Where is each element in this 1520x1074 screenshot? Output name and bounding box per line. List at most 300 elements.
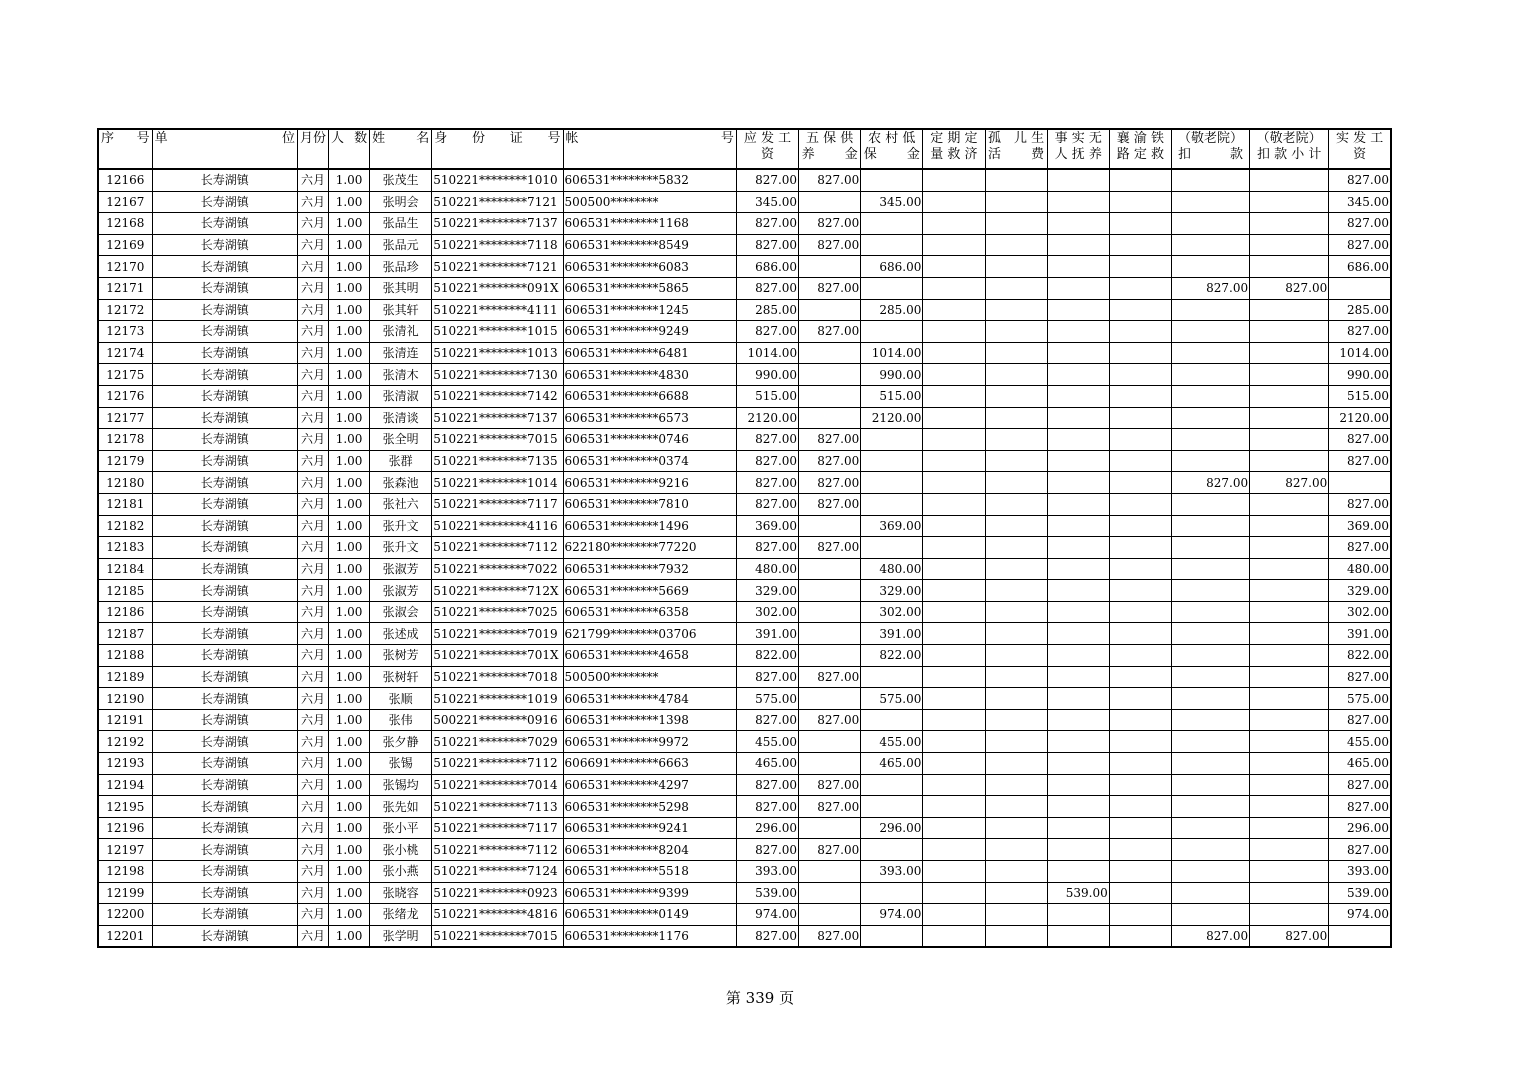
cell-c4	[923, 234, 985, 256]
cell-c2: 827.00	[799, 277, 861, 299]
cell-c6	[1047, 904, 1109, 926]
cell-c7	[1109, 234, 1171, 256]
cell-c6	[1047, 429, 1109, 451]
cell-c2	[799, 407, 861, 429]
cell-count: 1.00	[329, 191, 370, 213]
cell-seq: 12182	[98, 515, 152, 537]
cell-account: 606531********4784	[563, 688, 736, 710]
cell-c5	[985, 882, 1047, 904]
cell-seq: 12190	[98, 688, 152, 710]
table-row	[98, 342, 1391, 364]
cell-seq: 12174	[98, 342, 152, 364]
cell-c9	[1250, 493, 1329, 515]
cell-c2: 827.00	[799, 472, 861, 494]
cell-c6	[1047, 796, 1109, 818]
cell-id: 510221********7112	[432, 839, 563, 861]
cell-month: 六月	[297, 321, 328, 343]
cell-c8	[1171, 753, 1249, 775]
cell-count: 1.00	[329, 537, 370, 559]
cell-seq: 12197	[98, 839, 152, 861]
cell-name: 张其轩	[370, 299, 432, 321]
cell-account: 606531********9399	[563, 882, 736, 904]
cell-unit: 长寿湖镇	[152, 839, 297, 861]
cell-c9: 827.00	[1250, 277, 1329, 299]
cell-c5	[985, 580, 1047, 602]
cell-count: 1.00	[329, 861, 370, 883]
cell-month: 六月	[297, 774, 328, 796]
cell-c6	[1047, 299, 1109, 321]
cell-c2	[799, 256, 861, 278]
cell-count: 1.00	[329, 256, 370, 278]
table-row	[98, 558, 1391, 580]
cell-c6	[1047, 753, 1109, 775]
cell-month: 六月	[297, 213, 328, 235]
cell-name: 张小桃	[370, 839, 432, 861]
cell-id: 510221********7135	[432, 450, 563, 472]
cell-c2	[799, 558, 861, 580]
cell-name: 张淑芳	[370, 580, 432, 602]
table-row	[98, 925, 1391, 947]
cell-name: 张明会	[370, 191, 432, 213]
cell-seq: 12171	[98, 277, 152, 299]
cell-month: 六月	[297, 645, 328, 667]
cell-c5	[985, 191, 1047, 213]
cell-c6	[1047, 493, 1109, 515]
cell-seq: 12188	[98, 645, 152, 667]
cell-c8	[1171, 774, 1249, 796]
cell-c10: 686.00	[1329, 256, 1391, 278]
cell-c6	[1047, 558, 1109, 580]
cell-month: 六月	[297, 450, 328, 472]
cell-unit: 长寿湖镇	[152, 558, 297, 580]
cell-c4	[923, 774, 985, 796]
cell-account: 606531********5298	[563, 796, 736, 818]
cell-c7	[1109, 364, 1171, 386]
cell-c2: 827.00	[799, 925, 861, 947]
cell-c1: 827.00	[736, 774, 798, 796]
cell-c4	[923, 493, 985, 515]
cell-c6	[1047, 277, 1109, 299]
header-unsupported: 事 实 无 人 抚 养	[1047, 129, 1109, 169]
cell-c2	[799, 515, 861, 537]
cell-c1: 2120.00	[736, 407, 798, 429]
cell-c3: 974.00	[861, 904, 923, 926]
cell-c6	[1047, 817, 1109, 839]
cell-c5	[985, 925, 1047, 947]
cell-id: 510221********7019	[432, 623, 563, 645]
cell-seq: 12183	[98, 537, 152, 559]
cell-unit: 长寿湖镇	[152, 882, 297, 904]
cell-c10	[1329, 277, 1391, 299]
cell-c3	[861, 169, 923, 191]
cell-account: 606531********4297	[563, 774, 736, 796]
cell-c6	[1047, 342, 1109, 364]
cell-unit: 长寿湖镇	[152, 774, 297, 796]
cell-month: 六月	[297, 407, 328, 429]
cell-c4	[923, 213, 985, 235]
cell-count: 1.00	[329, 321, 370, 343]
cell-c9	[1250, 407, 1329, 429]
cell-c3	[861, 429, 923, 451]
cell-account: 606531********8204	[563, 839, 736, 861]
cell-c10: 827.00	[1329, 321, 1391, 343]
cell-c4	[923, 839, 985, 861]
cell-account: 606531********4658	[563, 645, 736, 667]
cell-c10: 827.00	[1329, 774, 1391, 796]
cell-c8	[1171, 796, 1249, 818]
cell-c2: 827.00	[799, 234, 861, 256]
cell-c9	[1250, 169, 1329, 191]
cell-c8	[1171, 429, 1249, 451]
cell-unit: 长寿湖镇	[152, 256, 297, 278]
cell-c4	[923, 817, 985, 839]
cell-c9	[1250, 342, 1329, 364]
cell-c5	[985, 537, 1047, 559]
cell-c6	[1047, 601, 1109, 623]
cell-c2: 827.00	[799, 321, 861, 343]
cell-c3: 480.00	[861, 558, 923, 580]
cell-id: 510221********4111	[432, 299, 563, 321]
cell-c6	[1047, 321, 1109, 343]
cell-c2: 827.00	[799, 839, 861, 861]
header-nursing-deduction: （敬老院） 扣 款	[1171, 129, 1249, 169]
table-row	[98, 213, 1391, 235]
cell-id: 510221********4816	[432, 904, 563, 926]
cell-c9	[1250, 256, 1329, 278]
cell-c4	[923, 925, 985, 947]
cell-c6	[1047, 580, 1109, 602]
cell-c6	[1047, 774, 1109, 796]
cell-id: 510221********7112	[432, 537, 563, 559]
cell-c6	[1047, 385, 1109, 407]
cell-c1: 990.00	[736, 364, 798, 386]
cell-c10	[1329, 472, 1391, 494]
cell-c7	[1109, 450, 1171, 472]
cell-c5	[985, 429, 1047, 451]
cell-unit: 长寿湖镇	[152, 342, 297, 364]
cell-unit: 长寿湖镇	[152, 925, 297, 947]
cell-c9: 827.00	[1250, 925, 1329, 947]
cell-id: 510221********7142	[432, 385, 563, 407]
cell-c7	[1109, 429, 1171, 451]
cell-c1: 827.00	[736, 839, 798, 861]
cell-c8	[1171, 688, 1249, 710]
cell-c3: 1014.00	[861, 342, 923, 364]
cell-c3: 822.00	[861, 645, 923, 667]
cell-account: 606531********4830	[563, 364, 736, 386]
cell-c2: 827.00	[799, 169, 861, 191]
cell-c1: 465.00	[736, 753, 798, 775]
cell-c9	[1250, 364, 1329, 386]
cell-seq: 12170	[98, 256, 152, 278]
cell-c10: 827.00	[1329, 429, 1391, 451]
cell-account: 606531********6083	[563, 256, 736, 278]
cell-c4	[923, 580, 985, 602]
cell-c2: 827.00	[799, 429, 861, 451]
cell-c1: 974.00	[736, 904, 798, 926]
cell-c4	[923, 861, 985, 883]
cell-name: 张学明	[370, 925, 432, 947]
cell-c4	[923, 709, 985, 731]
cell-seq: 12175	[98, 364, 152, 386]
cell-c3	[861, 234, 923, 256]
cell-c3: 575.00	[861, 688, 923, 710]
cell-c5	[985, 472, 1047, 494]
cell-c1: 827.00	[736, 709, 798, 731]
cell-c1: 515.00	[736, 385, 798, 407]
cell-c4	[923, 364, 985, 386]
cell-c5	[985, 213, 1047, 235]
cell-c8	[1171, 385, 1249, 407]
cell-seq: 12172	[98, 299, 152, 321]
cell-month: 六月	[297, 558, 328, 580]
cell-c5	[985, 861, 1047, 883]
cell-c5	[985, 364, 1047, 386]
cell-name: 张升文	[370, 537, 432, 559]
cell-c7	[1109, 213, 1171, 235]
cell-c6	[1047, 364, 1109, 386]
cell-c8	[1171, 342, 1249, 364]
cell-c9	[1250, 861, 1329, 883]
cell-c3: 329.00	[861, 580, 923, 602]
cell-c10: 539.00	[1329, 882, 1391, 904]
table-row	[98, 904, 1391, 926]
cell-c7	[1109, 601, 1171, 623]
table-row	[98, 709, 1391, 731]
cell-c9	[1250, 537, 1329, 559]
cell-account: 606531********1398	[563, 709, 736, 731]
cell-c5	[985, 558, 1047, 580]
cell-unit: 长寿湖镇	[152, 450, 297, 472]
cell-month: 六月	[297, 256, 328, 278]
cell-month: 六月	[297, 429, 328, 451]
cell-c9	[1250, 234, 1329, 256]
cell-c4	[923, 753, 985, 775]
cell-c8	[1171, 580, 1249, 602]
cell-seq: 12185	[98, 580, 152, 602]
cell-month: 六月	[297, 796, 328, 818]
cell-c5	[985, 817, 1047, 839]
cell-count: 1.00	[329, 753, 370, 775]
cell-c8	[1171, 407, 1249, 429]
cell-c4	[923, 342, 985, 364]
cell-c1: 827.00	[736, 234, 798, 256]
cell-c3: 369.00	[861, 515, 923, 537]
cell-c7	[1109, 839, 1171, 861]
cell-id: 500221********0916	[432, 709, 563, 731]
table-row	[98, 299, 1391, 321]
cell-c9	[1250, 580, 1329, 602]
cell-account: 621799********03706	[563, 623, 736, 645]
cell-c2	[799, 580, 861, 602]
table-row	[98, 407, 1391, 429]
cell-c7	[1109, 904, 1171, 926]
table-row	[98, 537, 1391, 559]
cell-c3	[861, 774, 923, 796]
cell-c6	[1047, 623, 1109, 645]
cell-c3	[861, 537, 923, 559]
cell-c6: 539.00	[1047, 882, 1109, 904]
cell-c6	[1047, 213, 1109, 235]
cell-c4	[923, 688, 985, 710]
cell-count: 1.00	[329, 580, 370, 602]
cell-c7	[1109, 493, 1171, 515]
cell-c2: 827.00	[799, 493, 861, 515]
cell-c5	[985, 601, 1047, 623]
cell-count: 1.00	[329, 904, 370, 926]
cell-name: 张茂生	[370, 169, 432, 191]
cell-name: 张锡均	[370, 774, 432, 796]
cell-count: 1.00	[329, 450, 370, 472]
table-row	[98, 364, 1391, 386]
cell-c6	[1047, 191, 1109, 213]
cell-c2: 827.00	[799, 774, 861, 796]
cell-month: 六月	[297, 515, 328, 537]
cell-c7	[1109, 256, 1171, 278]
cell-c7	[1109, 299, 1171, 321]
cell-c5	[985, 256, 1047, 278]
cell-month: 六月	[297, 688, 328, 710]
cell-c10: 827.00	[1329, 234, 1391, 256]
header-orphan-allowance: 孤 儿 生 活 费	[985, 129, 1047, 169]
cell-month: 六月	[297, 385, 328, 407]
table-row	[98, 623, 1391, 645]
cell-c3: 455.00	[861, 731, 923, 753]
cell-c10: 2120.00	[1329, 407, 1391, 429]
cell-month: 六月	[297, 601, 328, 623]
cell-c2	[799, 904, 861, 926]
cell-id: 510221********7018	[432, 666, 563, 688]
cell-c6	[1047, 688, 1109, 710]
cell-name: 张述成	[370, 623, 432, 645]
cell-id: 510221********7015	[432, 429, 563, 451]
cell-count: 1.00	[329, 666, 370, 688]
cell-c8	[1171, 234, 1249, 256]
cell-c3	[861, 839, 923, 861]
cell-c3: 990.00	[861, 364, 923, 386]
cell-c7	[1109, 342, 1171, 364]
header-gross-pay: 应 发 工 资	[736, 129, 798, 169]
cell-c4	[923, 537, 985, 559]
table-row	[98, 817, 1391, 839]
cell-id: 510221********7117	[432, 493, 563, 515]
cell-c7	[1109, 191, 1171, 213]
cell-c10: 827.00	[1329, 796, 1391, 818]
header-unit: 单 位	[152, 129, 297, 169]
cell-c1: 302.00	[736, 601, 798, 623]
page-number: 第 339 页	[725, 989, 795, 1007]
cell-c5	[985, 839, 1047, 861]
cell-c10: 515.00	[1329, 385, 1391, 407]
cell-c2	[799, 688, 861, 710]
cell-c9	[1250, 688, 1329, 710]
cell-account: 606531********0149	[563, 904, 736, 926]
table-row	[98, 321, 1391, 343]
cell-c10: 1014.00	[1329, 342, 1391, 364]
cell-c8	[1171, 882, 1249, 904]
cell-c4	[923, 796, 985, 818]
cell-c3	[861, 472, 923, 494]
cell-c7	[1109, 472, 1171, 494]
table-row	[98, 450, 1391, 472]
cell-c3: 302.00	[861, 601, 923, 623]
cell-c10: 974.00	[1329, 904, 1391, 926]
cell-c2: 827.00	[799, 213, 861, 235]
cell-c9	[1250, 709, 1329, 731]
cell-unit: 长寿湖镇	[152, 709, 297, 731]
cell-c7	[1109, 321, 1171, 343]
cell-c8	[1171, 558, 1249, 580]
cell-c10: 827.00	[1329, 666, 1391, 688]
cell-seq: 12173	[98, 321, 152, 343]
cell-account: 606531********1496	[563, 515, 736, 537]
cell-month: 六月	[297, 623, 328, 645]
cell-c5	[985, 450, 1047, 472]
cell-c1: 827.00	[736, 450, 798, 472]
cell-c10: 465.00	[1329, 753, 1391, 775]
cell-c5	[985, 493, 1047, 515]
cell-unit: 长寿湖镇	[152, 796, 297, 818]
cell-id: 510221********7137	[432, 213, 563, 235]
cell-account: 606531********7932	[563, 558, 736, 580]
cell-c7	[1109, 645, 1171, 667]
cell-c1: 539.00	[736, 882, 798, 904]
cell-c6	[1047, 450, 1109, 472]
cell-account: 606531********6481	[563, 342, 736, 364]
cell-c3	[861, 493, 923, 515]
cell-count: 1.00	[329, 925, 370, 947]
cell-count: 1.00	[329, 709, 370, 731]
cell-c5	[985, 407, 1047, 429]
cell-name: 张社六	[370, 493, 432, 515]
cell-c9	[1250, 213, 1329, 235]
cell-name: 张其明	[370, 277, 432, 299]
header-railway-relief: 襄 渝 铁 路 定 救	[1109, 129, 1171, 169]
cell-unit: 长寿湖镇	[152, 666, 297, 688]
cell-c5	[985, 623, 1047, 645]
cell-c2	[799, 753, 861, 775]
cell-c7	[1109, 537, 1171, 559]
cell-c9	[1250, 839, 1329, 861]
cell-c9	[1250, 623, 1329, 645]
cell-c8	[1171, 904, 1249, 926]
cell-account: 606531********1176	[563, 925, 736, 947]
cell-c10: 302.00	[1329, 601, 1391, 623]
cell-seq: 12189	[98, 666, 152, 688]
cell-unit: 长寿湖镇	[152, 191, 297, 213]
cell-unit: 长寿湖镇	[152, 904, 297, 926]
table-row	[98, 688, 1391, 710]
cell-c10: 285.00	[1329, 299, 1391, 321]
cell-account: 606531********0374	[563, 450, 736, 472]
cell-count: 1.00	[329, 645, 370, 667]
cell-c5	[985, 342, 1047, 364]
cell-id: 510221********7137	[432, 407, 563, 429]
cell-c4	[923, 169, 985, 191]
cell-c2	[799, 817, 861, 839]
cell-count: 1.00	[329, 601, 370, 623]
cell-seq: 12187	[98, 623, 152, 645]
cell-count: 1.00	[329, 472, 370, 494]
cell-count: 1.00	[329, 234, 370, 256]
cell-c3	[861, 925, 923, 947]
cell-id: 510221********1010	[432, 169, 563, 191]
cell-unit: 长寿湖镇	[152, 429, 297, 451]
cell-c8	[1171, 839, 1249, 861]
table-row	[98, 472, 1391, 494]
header-name: 姓 名	[370, 129, 432, 169]
cell-c4	[923, 450, 985, 472]
